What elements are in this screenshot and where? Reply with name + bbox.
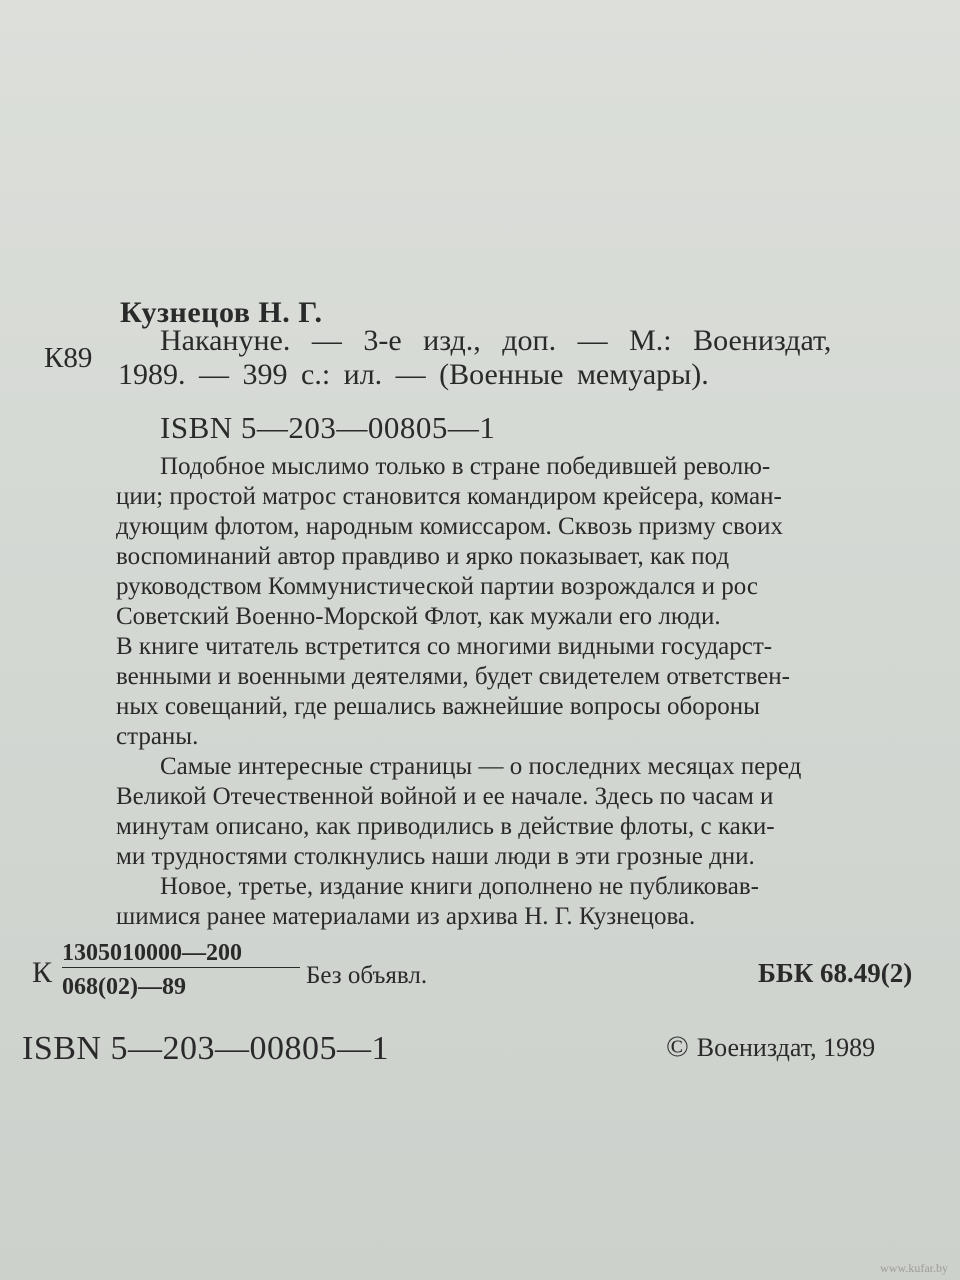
annotation-line: Новое, третье, издание книги дополнено не публиковав- — [160, 873, 759, 900]
isbn-header: ISBN 5—203—00805—1 — [160, 410, 496, 445]
author-name: Кузнецов Н. Г. — [120, 296, 323, 329]
class-number: К89 — [44, 342, 93, 374]
k-letter: К — [32, 956, 53, 989]
code-numerator: 1305010000—200 — [62, 940, 300, 968]
copyright-text: Воениздат, 1989 — [696, 1033, 876, 1062]
copyright — [666, 1030, 875, 1064]
annotation-line: дующим флотом, народным комиссаром. Сквозь призму своих — [116, 513, 783, 540]
annotation-line: венными и военными деятелями, будет свидетелем ответствен- — [116, 663, 790, 690]
annotation-line: воспоминаний автор правдиво и ярко показывает, как под — [116, 543, 730, 570]
annotation-line: Великой Отечественной войной и ее начале. Здесь по часам и — [116, 783, 774, 810]
isbn-footer: ISBN 5—203—00805—1 — [22, 1030, 389, 1067]
annotation-line: ции; простой матрос становится командиром крейсера, коман- — [116, 483, 782, 510]
copyright-icon: © — [666, 1030, 689, 1063]
bbk-code: ББК 68.49(2) — [758, 958, 913, 988]
annotation-line: страны. — [116, 723, 199, 750]
annotation-line: шимися ранее материалами из архива Н. Г. Кузнецова. — [116, 903, 696, 930]
watermark: www.kufar.by — [880, 1261, 948, 1275]
annotation-line: В книге читатель встретится со многими видными государст- — [116, 633, 773, 660]
bibliography-line-2: 1989. — 399 с.: ил. — (Военные мемуары). — [118, 358, 709, 391]
annotation-line: ных совещаний, где решались важнейшие вопросы обороны — [116, 693, 760, 720]
code-denominator: 068(02)—89 — [62, 974, 186, 1000]
annotation-line: Советский Военно-Морской Флот, как мужали его люди. — [116, 603, 721, 630]
annotation-line: Подобное мыслимо только в стране победившей револю- — [160, 453, 771, 480]
annotation-line: Самые интересные страницы — о последних месяцах перед — [160, 753, 802, 780]
bibliography-line-1: Накануне. — 3-е изд., доп. — М.: Воениздат, — [160, 324, 832, 357]
annotation-line: минутам описано, как приводились в действие флоты, с каки- — [116, 813, 775, 840]
annotation-line: ми трудностями столкнулись наши люди в эти грозные дни. — [116, 843, 755, 870]
annotation-line: руководством Коммунистической партии возрождался и рос — [116, 573, 759, 600]
publication-code — [62, 940, 300, 1001]
no-announcement-note: Без объявл. — [306, 962, 428, 989]
annotation — [116, 452, 924, 932]
